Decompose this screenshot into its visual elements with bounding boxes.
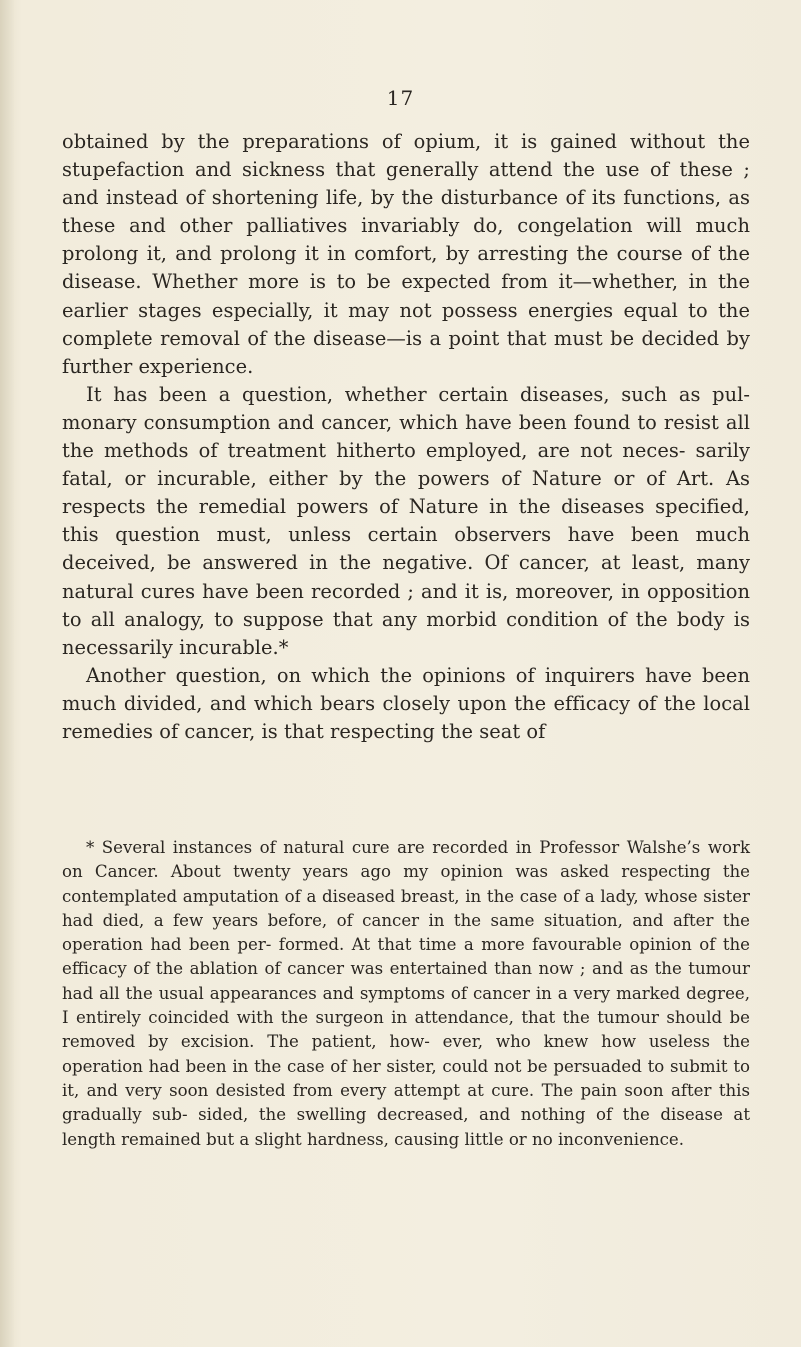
paragraph-seat-of-cancer: Another question, on which the opinions of inquirers have been much divided, and which bears closely upon the efficacy of the local remedies of cancer, is that respecting the seat of bbox=[62, 663, 750, 743]
paragraph-congelation: obtained by the preparations of opium, it is gained without the stupefaction and sickness that generally attend the use of these ; and instead of shortening life, by the disturbance of its functions, as these and other palliatives invariably do, congelation will much prolong it, and prolong it in comfort, by arresting the course of the disease. Whether more is to be expected from it—whether, in the earlier stages especially, it may not possess energies equal to the complete removal of the disease—is a point that must be decided by further experience. bbox=[62, 130, 750, 378]
page-number: 17 bbox=[386, 86, 415, 110]
footnote: * Several instances of natural cure are recorded in Professor Walshe’s work on Cancer. About twenty years ago my opinion was asked respecting the contemplated amputation of a diseased breast, in the case of a lady, whose sister had died, a few years before, of cancer in the same situation, and after the operation had been per- formed. At that time a more favourable opinion of the efficacy of the ablation of cancer was entertained than now ; and as the tumour had all the usual appearances and symptoms of cancer in a very marked degree, I entirely coincided with the surgeon in attendance, that the tumour should be removed by excision. The patient, how- ever, who knew how useless the operation had been in the case of her sister, could not be persuaded to submit to it, and very soon desisted from every attempt at cure. The pain soon after this gradually sub- sided, the swelling decreased, and nothing of the disease at length remained but a slight hardness, causing little or no inconvenience. bbox=[62, 838, 750, 1149]
paragraph-incurable-diseases: It has been a question, whether certain diseases, such as pul- monary consumption and cancer, which have been found to resist all the methods of treatment hitherto employed, are not neces- sarily fatal, or incurable, either by the powers of Nature or of Art. As respects the remedial powers of Nature in the diseases specified, this question must, unless certain observers have been much deceived, be answered in the negative. Of cancer, at least, many natural cures have been recorded ; and it is, moreover, in opposition to all analogy, to suppose that any morbid condition of the body is necessarily incurable.* bbox=[62, 382, 750, 659]
page-spine-shadow bbox=[0, 0, 14, 1347]
main-text bbox=[62, 128, 750, 746]
